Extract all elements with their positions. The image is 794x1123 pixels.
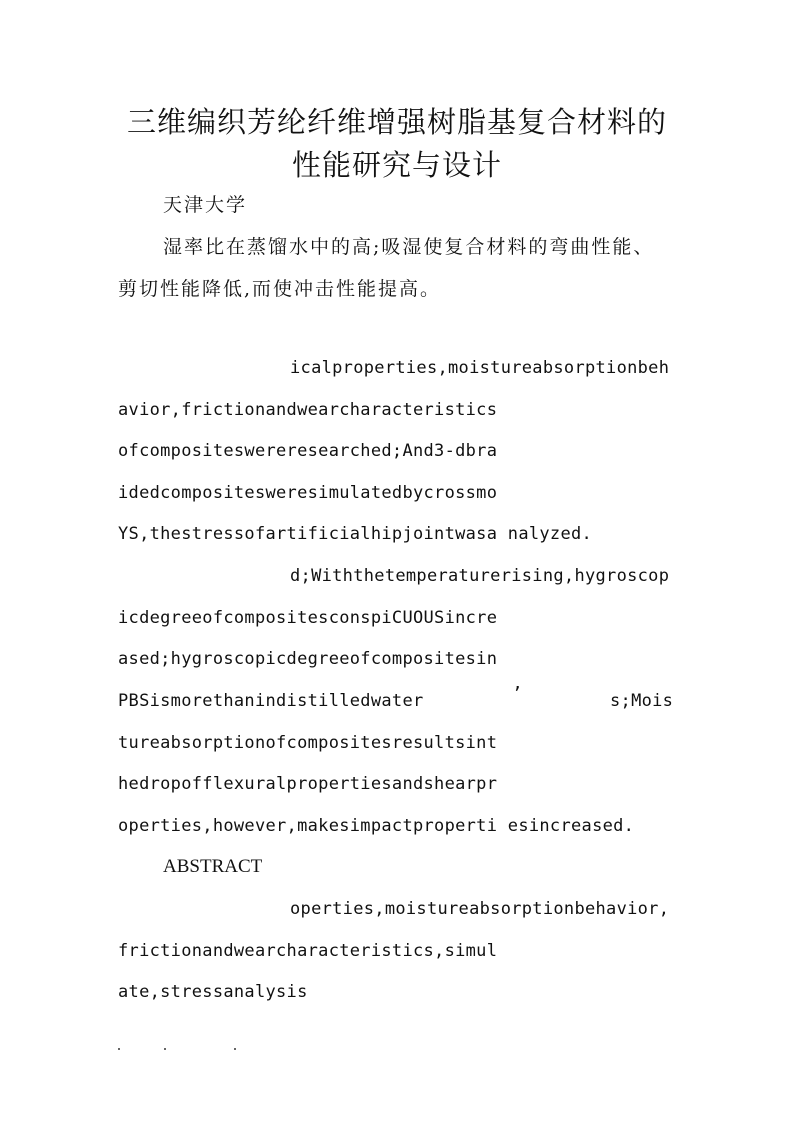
chinese-abstract-line-1: 湿率比在蒸馏水中的高;吸湿使复合材料的弯曲性能、: [163, 236, 655, 258]
english-line: s;Mois: [610, 691, 674, 711]
english-line: PBSismorethanindistilledwater: [118, 691, 424, 711]
english-line: YS,thestressofartificialhipjointwasa nalyzed.: [118, 524, 593, 544]
english-line: operties,however,makesimpactproperti esincreased.: [118, 816, 635, 836]
chinese-abstract-line-2: 剪切性能降低,而使冲击性能提高。: [118, 278, 442, 300]
english-line: d;Withthetemperaturerising,hygroscop: [290, 566, 670, 586]
paper-title-line-1: 三维编织芳纶纤维增强树脂基复合材料的: [126, 105, 667, 139]
english-line: ofcompositeswereresearched;And3-dbra: [118, 441, 498, 461]
paper-title-line-2: 性能研究与设计: [291, 148, 502, 182]
english-line: icalproperties,moistureabsorptionbeh: [290, 358, 670, 378]
english-line: avior,frictionandwearcharacteristics: [118, 400, 498, 420]
abstract-heading: ABSTRACT: [163, 856, 263, 877]
english-line: icdegreeofcompositesconspiCUOUSincre: [118, 608, 498, 628]
english-line: idedcompositesweresimulatedbycrossmo: [118, 483, 498, 503]
english-line: tureabsorptionofcompositesresultsint: [118, 733, 498, 753]
keywords-line: operties,moistureabsorptionbehavior,: [290, 899, 670, 919]
keywords-line: ate,stressanalysis: [118, 982, 308, 1002]
page-dots: [118, 1042, 248, 1054]
english-line: hedropofflexuralpropertiesandshearpr: [118, 774, 498, 794]
english-line: ased;hygroscopicdegreeofcompositesin: [118, 649, 498, 669]
keywords-line: frictionandwearcharacteristics,simul: [118, 941, 498, 961]
affiliation: 天津大学: [163, 194, 248, 216]
apostrophe-mark: ’: [512, 684, 523, 704]
